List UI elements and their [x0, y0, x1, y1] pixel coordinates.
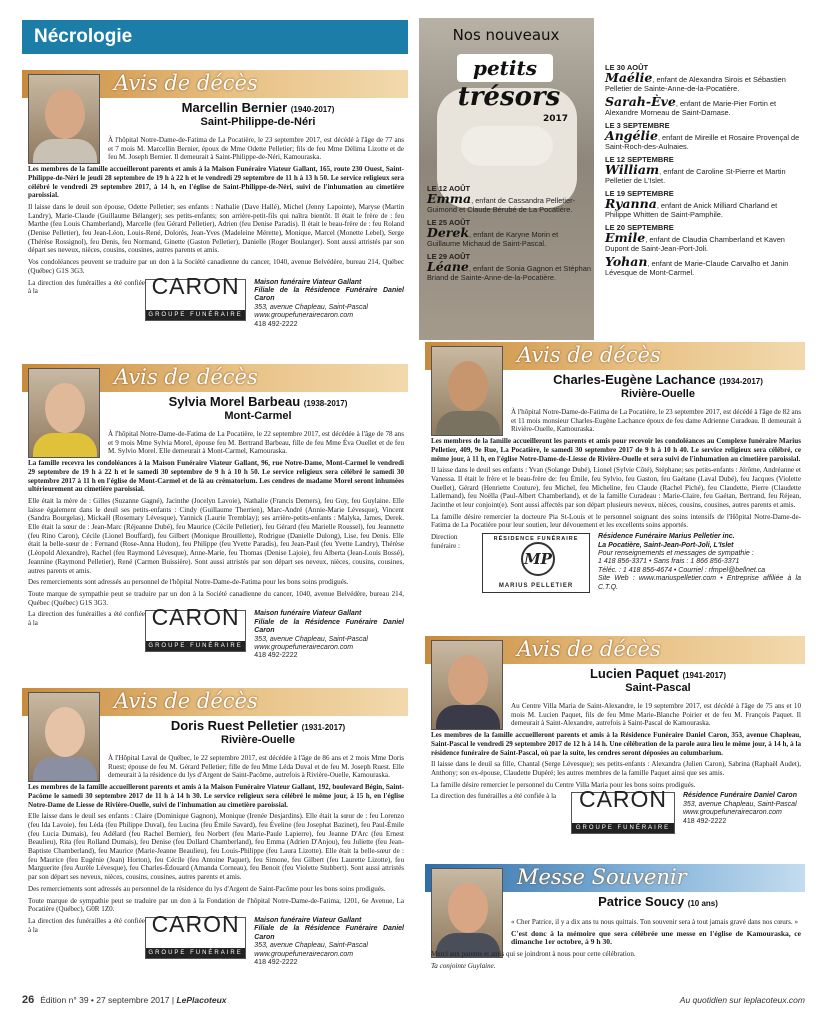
birth-announcement	[427, 191, 592, 214]
funeral-direction: La direction des funérailles a été confiée à la CARON GROUPE FUNÉRAIRE Maison funéraire Viateur Gallant Filiale de la Résidence Funéraire Daniel Caron 353, avenue Chapleau, Saint-Pascal www.groupefunerairecaron.com 418 492-2222	[28, 604, 404, 660]
memorial-mass-patrice-soucy	[425, 864, 805, 982]
parents-text: , enfant de Caroline St-Pierre et Martin Pelletier de L'Islet.	[605, 167, 786, 185]
baby-name: Derek	[427, 225, 469, 240]
obituary-lucien-paquet	[425, 636, 805, 852]
edition-info: Édition n° 39 • 27 septembre 2017 |	[40, 995, 175, 1005]
birth-announcement	[605, 128, 805, 151]
birth-announcement	[427, 225, 592, 248]
funeral-direction: La direction des funérailles a été confiée à la CARON GROUPE FUNÉRAIRE Maison funéraire Viateur Gallant Filiale de la Résidence Funéraire Daniel Caron 353, avenue Chapleau, Saint-Pascal www.groupefunerairecaron.com 418 492-2222	[28, 910, 404, 966]
obituary-charles-eugene-lachance	[425, 342, 805, 620]
birth-date: LE 20 SEPTEMBRE	[605, 223, 674, 232]
banner-label: Avis de décès	[114, 71, 258, 95]
birth-date: LE 25 AOÛT	[427, 218, 471, 227]
newspaper-name: LePlacoteux	[176, 995, 227, 1005]
birth-announcement	[427, 259, 592, 282]
baby-photo	[419, 18, 594, 340]
caron-logo: CARON GROUPE FUNÉRAIRE	[145, 279, 246, 321]
deceased-place: Rivière-Ouelle	[621, 388, 695, 400]
deceased-place: Rivière-Ouelle	[221, 734, 295, 746]
new-babies-section	[419, 18, 804, 340]
deceased-place: Saint-Philippe-de-Néri	[200, 116, 316, 128]
baby-name: Léane	[427, 259, 469, 274]
birth-date: LE 12 AOÛT	[427, 184, 471, 193]
baby-name: William	[605, 162, 660, 177]
baby-name: Angélie	[605, 128, 658, 143]
birth-date: LE 30 AOÛT	[605, 63, 649, 72]
deceased-name: Sylvia Morel Barbeau (1938-2017)	[168, 394, 348, 409]
baby-name: Emma	[427, 191, 472, 206]
marius-pelletier-logo: RÉSIDENCE FUNÉRAIRE MP MARIUS PELLETIER	[482, 533, 590, 593]
deceased-name: Charles-Eugène Lachance (1934-2017)	[553, 372, 763, 387]
parents-text: , enfant de Anick Milliard Charland et Philippe Whitten de Saint-Pamphile.	[605, 201, 778, 219]
obituary-text: À l'hôpital Notre-Dame-de-Fatima de La Pocatière, le 23 septembre 2017, est décédé à l'âge de 82 ans et 11 mois monsieur Charles-Eugène Lachance époux de feu dame Adrienne Curadeau. Il demeurait à Rivière-Ouelle, Kamouraska. Les membres de la famille accueilleront les parents et amis pour recevoir les condoléances au Complexe funéraire Marius Pelletier, 409, 9e Rue, La Pocatière, le samedi 30 septembre 2017 de 9 h à 10 h 40. Le service religieux sera célébré, ce même jour, à 11 h, en l'église Notre-Dame-de-Liesse de Rivière-Ouelle et sera suivi de l'inhumation au cimetière paroissial. Il laisse dans le deuil ses enfants : Yvan (Solange Dubé), Lionel (Sylvie Côté), Stéphane; ses petits-enfants : Jérôme, Andréanne et Vanessa. Il était le frère et le beau-frère de: feu Émile, feu Sylvio, feu Gaston, feu Gaétane (Laval Dubé), feu Jacques (Violette Ouellet), Gérard (Henriette Couture), feu Michel, feu Micheline, feu Claude (Rachel Piché), feu Claudette, Pierre (Claudette Lallemand), feu Noëlla (Paul-Albert Chamberland), et de la famille Curadeau : Marie-Claire, feu Gaétan, Bertrand, feu Réjean, Jacinthe et leur conjoint(e). Sont aussi affectés par son départ plusieurs neveux, nièces, cousins, cousines, autres parents et amis. La famille désire remercier la docteure Pia St-Louis et le personnel soignant des soins intensifs de l'Hôpital Notre-Dame-de-Fatima de La Pocatière pour leur soutien, leur dévouement et les excellents soins apportés. Direction funéraire : RÉSIDENCE FUNÉRAIRE MP MARIUS PELLETIER Résidence Funéraire Marius Pelletier inc. La Pocatière, Saint-Jean-Port-Joli, L'Islet Pour renseignements et messages de sympathie : 1 418 856-3371 • Sans frais : 1 866 856-3371 Téléc. : 1 418 856-4674 • Courriel : rfmpel@bellnet.ca Site Web : www.mariuspelletier.com • Entreprise affiliée à la C.T.Q.	[431, 408, 801, 593]
babies-title-1: Nos nouveaux	[452, 26, 560, 44]
baby-name: Maélie	[605, 70, 653, 85]
deceased-place: Mont-Carmel	[224, 410, 292, 422]
parents-text: , enfant de Cassandra Pelletier-Guimond et Claude Bérubé de La Pocatière.	[427, 196, 576, 214]
babies-title-3: trésors	[457, 82, 561, 112]
birth-announcement	[605, 94, 805, 117]
obituary-text: À l'hôpital Notre-Dame-de-Fatima de La Pocatière, le 23 septembre 2017, est décédé à l'âge de 77 ans et 7 mois M. Marcellin Bernier, époux de Mme Odette Pelletier; fils de feu Mme Délima Lizotte et de feu M. Joseph Bernier. Il demeurait à Saint-Philippe-de-Néri, Kamouraska. Les membres de la famille accueilleront parents et amis à la Maison Funéraire Viateur Gallant, 165, route 230 Ouest, Saint-Philippe-de-Néri le jeudi 28 septembre de 19 h à 22 h et le vendredi 29 septembre de 11 h à 13 h 50. Le service religieux sera célébré le vendredi 29 septembre 2017, à 14 h, en l'église de Saint-Philippe-de-Néri, suivi de l'inhumation au cimetière paroissial. Il laisse dans le deuil son épouse, Odette Pelletier; ses enfants : Nathalie (Dave Hallé), Michel (Jenny Lapointe), Maryse (Martin Landry), Marie-Claude (Guillaume Bélanger); ses petits-enfants; son arrière-petit-fils qui naîtra bientôt. Il était le frère de : feu Marthe (feu Louis Chamberland), Marcelle (feu Gérard Pelletier), Adrien (feu Denise Paradis). Il était le beau-frère de : feu Roland (Denise Pelletier), feu Jean-Léon, Louis-René, Dolorès, Jean-Yves (Madeleine Mérette), Monique, Marcel (Monette Lebel), Serge (Thérèse Rossignol), feu Denis, feu Normand, Ginette (Gaston Pelletier), Danielle (Roger Boulanger). Sont aussi attristés par son départ ses neveux, nièces, cousins, cousines, autres parents et amis. Vos condoléances peuvent se traduire par un don à la Société canadienne du cancer, 1040, avenue Belvédère, bureau 214, Québec (Québec) G1S 3G3. La direction des funérailles a été confiée à la CARON GROUPE FUNÉRAIRE Maison funéraire Viateur Gallant Filiale de la Résidence Funéraire Daniel Caron 353, avenue Chapleau, Saint-Pascal www.groupefunerairecaron.com 418 492-2222	[28, 136, 404, 328]
parents-text: , enfant de Marie-Claude Carvalho et Janin Lévesque de Mont-Carmel.	[605, 259, 789, 277]
obituary-text: À l'Hôpital Laval de Québec, le 22 septembre 2017, est décédée à l'âge de 86 ans et 2 mois Mme Doris Ruest; épouse de feu M. Gérard Pelletier; fille de feu Mme Léda Duval et de feu M. Joseph Ruest. Elle demeurait à la résidence du lys d'Argent de Saint-Pacôme, autrefois à Rivière-Ouelle, Kamouraska. Les membres de la famille accueilleront parents et amis à la Maison Funéraire Viateur Gallant, 192, boulevard Bégin, Saint-Pacôme le samedi 30 septembre 2017 de 11 h à 14 h 30. Le service religieux sera célébré le même jour, à 15 h, en l'église Notre-Dame de Liesse de Rivière-Ouelle, suivi de l'inhumation au cimetière paroissial. Elle laisse dans le deuil ses enfants : Claire (Dominique Gagnon), Monique (Irenée Desjardins). Elle était la sœur de : feu Lorenzo (feu Ida Lavoie), feu Léda (feu Philippe Duval), feu Lucina (feu Émile Savard), feu Éveline (feu Josephat Bazinet), feu Paul-Émile (feu Lucia Dumais), feu Adélard (feu Rachel Bernier), feu Norbert (feu Marie-Paule Lapierre), feu Jeanne D'Arc (feu Ernest Beaulieu), Rita (feu Rolland Dumais), feu Denise (feu Dollard Chamberland), feu Emma (Adrien D'Anjou), feu Juliette (feu Jean-Baptiste Chamberland), feu Maurice (Marie-Jeanne Beaulieu), feu Louis-Philippe (feu Laura Lizotte). Elle était la belle-sœur de : feu Maurice (feu Eugénie (Jean) Horton), feu Cécile (feu Antoine Paquet), feu Simone, feu Gilbert (feu Laurette Lizotte), feu Marguerite (feu Aurèle Lévesque), feu Charles-Édouard (Amanda Corneau), feu Benoit (feu Violette Stubbert). Sont aussi attristés par son départ ses neveux, nièces, cousins, cousines, autres parents et amis. Des remerciements sont adressés au personnel de la résidence du lys d'Argent de Saint-Pacôme pour les bons soins prodigués. Toute marque de sympathie peut se traduire par un don à la Fondation de l'hôpital Notre-Dame-de-Fatima, 1201, 6e Avenue, La Pocatière (Québec), G0R 1Z0. La direction des funérailles a été confiée à la CARON GROUPE FUNÉRAIRE Maison funéraire Viateur Gallant Filiale de la Résidence Funéraire Daniel Caron 353, avenue Chapleau, Saint-Pascal www.groupefunerairecaron.com 418 492-2222	[28, 754, 404, 966]
parents-text: , enfant de Sonia Gagnon et Stéphan Briand de Sainte-Anne-de-la-Pocatière.	[427, 264, 591, 282]
parents-text: , enfant de Mireille et Rosaire Provençal de Saint-Roch-des-Aulnaies.	[605, 133, 800, 151]
birth-announcement	[605, 254, 805, 277]
parents-text: , enfant de Claudia Chamberland et Kaven Dupont de Saint-Jean-Port-Joli.	[605, 235, 785, 253]
parents-text: , enfant de Alexandra Sirois et Sébastien Pelletier de Sainte-Anne-de-la-Pocatière.	[605, 75, 786, 93]
funeral-direction: La direction des funérailles a été confiée à la CARON GROUPE FUNÉRAIRE Résidence Funéraire Daniel Caron 353, avenue Chapleau, Saint-Pascal www.groupefunerairecaron.com 418 492-2222	[431, 792, 801, 834]
parents-text: , enfant de Karyne Morin et Guillaume Michaud de Saint-Pascal.	[427, 230, 559, 248]
section-header: Nécrologie	[22, 20, 408, 54]
babies-title-2: petits	[457, 54, 553, 82]
banner: Avis de décès	[425, 342, 805, 370]
birth-announcement	[605, 70, 805, 93]
caron-logo: CARON GROUPE FUNÉRAIRE	[145, 917, 246, 959]
baby-name: Sarah-Ève	[605, 94, 676, 109]
page-footer	[22, 990, 805, 1010]
obituary-text: À l'hôpital Notre-Dame-de-Fatima de La Pocatière, le 22 septembre 2017, est décédée à l'âge de 78 ans et 9 mois Mme Sylvia Morel, épouse feu M. Bertrand Barbeau, fille de feu Mme Éva Ouellet et de feu M. Sylvio Morel. Elle demeurait à Mont-Carmel, Kamouraska. La famille recevra les condoléances à la Maison Funéraire Viateur Gallant, 96, rue Notre-Dame, Mont-Carmel le vendredi 29 septembre de 19 h à 22 h et le samedi 30 septembre de 9 h à 10 h 50. Le service religieux sera célébré le samedi 30 septembre 2017 à 11 h en l'église de Mont-Carmel et de là au crématorium. Les cendres de madame Morel seront inhumées ultérieurement au cimetière paroissial. Elle était la mère de : Gilles (Suzanne Gagné), Jacinthe (Jocelyn Lavoie), Nathalie (Francis Demers), feu Guy, feu Guylaine. Elle laisse également dans le deuil ses petits-enfants : Cindy (Guillaume Therrien), Marc-André (Annie-Marie Lévesque), Vincent (Sandra Bourgelas), Mickaël (Rosemary Lévesque), Yannick (Laurie Tremblay); ses arrière-petits-enfants : Malyka, James, Derek. Elle était la sœur de : Jean-Marc (Réjeanne Dubé), feu Maurice (Cécile Pelletier), feu Gérard (feu Marielle Roussel), feu Jeannette (feu Rino Caron), Cécile (Lionel Bouffard), feu Gilbert (Monique Brouillette), Rodrigue (Danielle Dulong), Lise, feu Denis. Elle était la belle-sœur de : Fernand (Rose-Anna Hudon), feu Philippe (feu Yvette Paradis), feu Jean-Paul (feu Yvette Landry), Thérèse (Léopold Alexandre), Rachel (feu Raymond Lévesque), Anne-Marie, feu Thomas (Denise Lajoie), feu Alberta (Jean-Louis Bossé), Jeannine (Raymond Pelletier), René (Carmen Buissière). Sont aussi attristés par son départ ses neveux, nièces, cousins, cousines, autres parents et amis. Des remerciements sont adressés au personnel de l'hôpital Notre-Dame-de-Fatima pour les bons soins prodigués. Toute marque de sympathie peut se traduire par un don à la Société canadienne du cancer, 1040, avenue Belvédère, bureau 214, Québec (Québec) G1S 3G3. La direction des funérailles a été confiée à la CARON GROUPE FUNÉRAIRE Maison funéraire Viateur Gallant Filiale de la Résidence Funéraire Daniel Caron 353, avenue Chapleau, Saint-Pascal www.groupefunerairecaron.com 418 492-2222	[28, 430, 404, 660]
funeral-direction: La direction des funérailles a été confiée à la CARON GROUPE FUNÉRAIRE Maison funéraire Viateur Gallant Filiale de la Résidence Funéraire Daniel Caron 353, avenue Chapleau, Saint-Pascal www.groupefunerairecaron.com 418 492-2222	[28, 272, 404, 328]
baby-name: Yohan	[605, 254, 648, 269]
birth-date: LE 19 SEPTEMBRE	[605, 189, 674, 198]
banner: Avis de décès	[22, 364, 408, 392]
caron-logo: CARON GROUPE FUNÉRAIRE	[145, 610, 246, 652]
birth-announcement	[605, 196, 805, 219]
page-number: 26	[22, 994, 35, 1006]
caron-logo: CARON GROUPE FUNÉRAIRE	[571, 792, 675, 834]
obituary-text: Au Centre Villa Maria de Saint-Alexandre, le 19 septembre 2017, est décédé à l'âge de 75 ans et 10 mois M. Lucien Paquet, fils de feu Mme Marie-Blanche Poirier et de feu M. François Paquet. Il demeurait à Saint-Alexandre, autrefois à Saint-Pascal de Kamouraska. Les membres de la famille accueilleront parents et amis à la Résidence Funéraire Daniel Caron, 353, avenue Chapleau, Saint-Pascal le vendredi 29 septembre 2017 de 12 h à 14 h. Une célébration de la parole aura lieu le même jour, à 14 h, à la résidence funéraire de Saint-Pascal, où par la suite, les cendres seront déposées au columbarium. Il laisse dans le deuil sa fille, Chantal (Serge Lévesque); ses petits-enfants : Alexandra (Julien Caron), Sabrina (Raphaël Audet), Anthony; son ex-épouse, Claudette Dupéré; les autres membres de la famille Paquet ainsi que ses amis. La famille désire remercier le personnel du Centre Villa Maria pour les bons soins prodigués. La direction des funérailles a été confiée à la CARON GROUPE FUNÉRAIRE Résidence Funéraire Daniel Caron 353, avenue Chapleau, Saint-Pascal www.groupefunerairecaron.com 418 492-2222	[431, 702, 801, 834]
obituary-marcellin-bernier	[22, 70, 408, 346]
footer-website: Au quotidien sur leplacoteux.com	[679, 995, 805, 1005]
babies-year: 2017	[543, 114, 569, 124]
memorial-name: Patrice Soucy (10 ans)	[598, 894, 718, 909]
funeral-direction: Direction funéraire : RÉSIDENCE FUNÉRAIRE MP MARIUS PELLETIER Résidence Funéraire Marius Pelletier inc. La Pocatière, Saint-Jean-Port-Joli, L'Islet Pour renseignements et messages de sympathie : 1 418 856-3371 • Sans frais : 1 866 856-3371 Téléc. : 1 418 856-4674 • Courriel : rfmpel@bellnet.ca Site Web : www.mariuspelletier.com • Entreprise affiliée à la C.T.Q.	[431, 533, 801, 593]
deceased-name: Lucien Paquet (1941-2017)	[589, 666, 727, 681]
birth-date: LE 3 SEPTEMBRE	[605, 121, 670, 130]
deceased-name: Doris Ruest Pelletier (1931-2017)	[170, 718, 346, 733]
birth-announcement	[605, 230, 805, 253]
baby-name: Ryanna	[605, 196, 657, 211]
babies-list-right	[605, 62, 805, 281]
birth-announcement	[605, 162, 805, 185]
banner: Avis de décès	[22, 688, 408, 716]
birth-date: LE 29 AOÛT	[427, 252, 471, 261]
birth-date: LE 12 SEPTEMBRE	[605, 155, 674, 164]
deceased-name: Marcellin Bernier (1940-2017)	[181, 100, 335, 115]
parents-text: , enfant de Marie-Pier Fortin et Alexandre Morneau de Saint-Damase.	[605, 99, 777, 117]
obituary-sylvia-morel-barbeau	[22, 364, 408, 674]
deceased-place: Saint-Pascal	[625, 682, 691, 694]
baby-name: Emile	[605, 230, 646, 245]
obituary-doris-ruest-pelletier	[22, 688, 408, 984]
memorial-text: « Cher Patrice, il y a dix ans tu nous quittais. Ton souvenir sera à tout jamais gravé dans nos cœurs. » C'est donc à la mémoire que sera célébrée une messe en l'église de Kamouraska, ce dimanche 1er octobre, à 9 h 30. Merci aux parents et amis qui se joindront à nous pour cette célébration. Ta conjointe Guylaine.	[431, 918, 801, 970]
banner: Avis de décès	[425, 636, 805, 664]
babies-list-left	[427, 184, 592, 286]
banner: Messe Souvenir	[425, 864, 805, 892]
